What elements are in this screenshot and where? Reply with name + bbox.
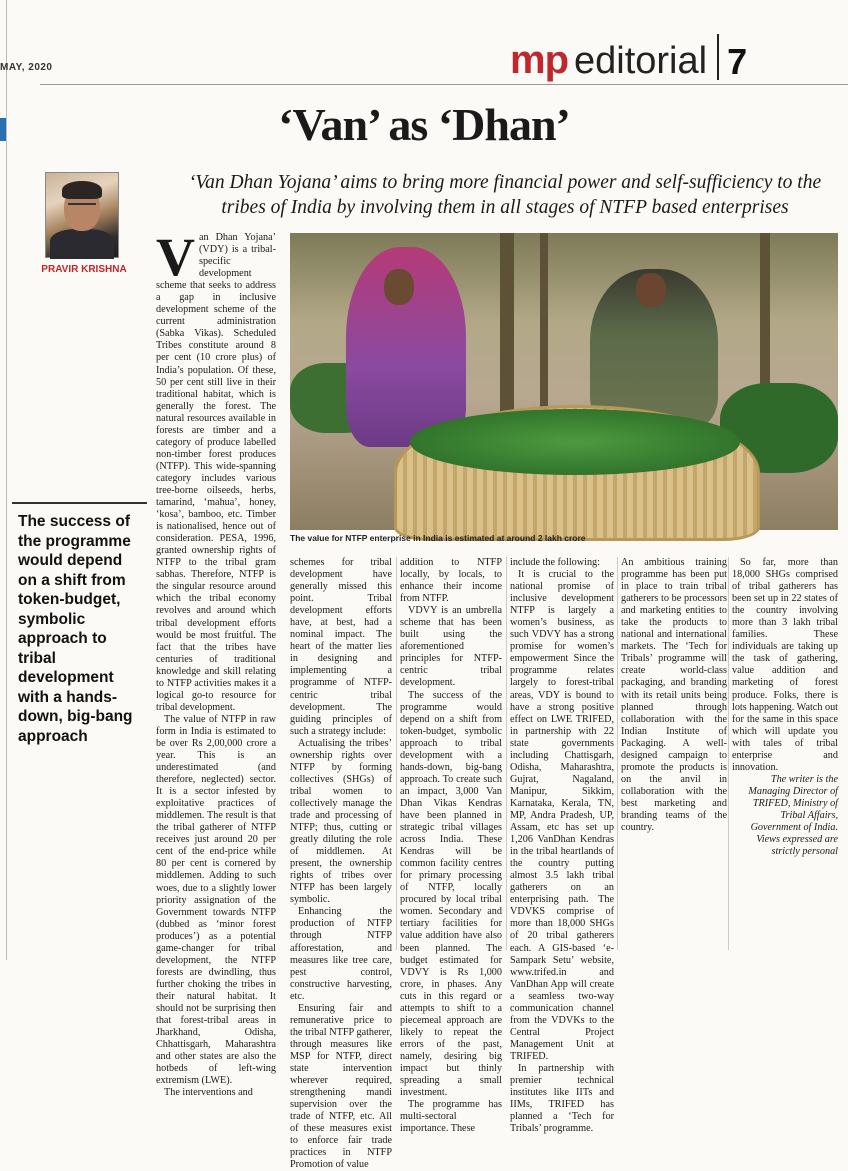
- author-photo: [45, 172, 119, 258]
- body-paragraph: Enhancing the production of NTFP through NTFP afforestation, and measures like tree care, pest control, constructive harvesting, etc.: [290, 906, 392, 1002]
- body-paragraph: Actualising the tribes’ ownership rights over NTFP by forming collectives (SHGs) of tribal women to collectively manage the trade and processing of NTFP; thus, cutting or greatly diluting the role of middlemen. At present, the ownership rights of tribes over NTFP has been largely symbolic.: [290, 737, 392, 906]
- pull-quote-rule: [12, 502, 147, 504]
- body-paragraph: Ensuring fair and remunerative price to the tribal NTFP gatherer, through measures like MSP for NTFP, direct state intervention wherever required, strengthening mandi supervision over the trade of NTFP, etc. All of these measures exist to enforce fair trade practices in NTFP Promotion of value: [290, 1002, 392, 1171]
- body-paragraph: addition to NTFP locally, by locals, to enhance their income from NTFP.: [400, 557, 502, 605]
- body-paragraph: It is crucial to the national promise of inclusive development NTFP is largely a women’s business, as such VDVY has a strong promise for women’s empowerment Since the programme relates largely to forest-tribal areas, VDY is bound to have a strong positive effect on LWE TRIFED, in partnership with 22 state governments including Chattisgarh, Odisha, Maharashtra, Gujrat, Nagaland, Manipur, Sikkim, Karnataka, Kerala, TN, MP, Andra Pradesh, UP, Assam, etc has set up 1,206 VanDhan Kendras in the tribal heartlands of the country putting almost 3.5 lakh tribal gatherers on an enterprising path. The VDVKS comprise of more than 18,000 SHGs of 20 tribal gatherers each. A GIS-based ‘e-Sampark Setu’ website, www.trifed.in and VanDhan App will create a seamless two-way communication channel from the VDVKs to the Central Project Management Unit at TRIFED.: [510, 569, 614, 1062]
- masthead-logo-mp: mp: [510, 38, 568, 82]
- issue-date: MAY, 2020: [0, 62, 53, 73]
- body-paragraph: VDVY is an umbrella scheme that has been built using the aforementioned principles for NTFP-centric tribal development.: [400, 605, 502, 689]
- body-column-2: [290, 557, 392, 1171]
- body-paragraph: The success of the programme would depend on a shift from token-budget, symbolic approach to tribal development with a hands-down, big-bang approach. To create such an impact, 3,000 Van Dhan Vikas Kendras have been planned in strategic tribal villages across India. These Kendras will be common facility centres for primary processing of NTFP, locally procured by local tribal women. Secondary and tertiary facilities for value addition have also been planned. The budget estimated for VDVY is Rs 1,000 crore, in phases. Any cuts in this regard or attempts to shift to a piecemeal approach are likely to repeat the errors of the past, namely, desiring big impact but thinly spreading a small investment.: [400, 689, 502, 1099]
- column-rule: [617, 557, 618, 950]
- masthead: [510, 24, 747, 80]
- standfirst: ‘Van Dhan Yojana’ aims to bring more financial power and self-sufficiency to the tribes of India by involving them in all stages of NTFP based enterprises: [188, 172, 822, 218]
- body-paragraph: include the following:: [510, 557, 600, 568]
- body-paragraph: schemes for tribal development have generally missed this point. Tribal development efforts have, at best, had a nominal impact. The heart of the matter lies in designing and implementing a programme of NTFP-centric tribal development. The guiding principles of such a strategy include:: [290, 557, 392, 737]
- body-column-6: [732, 557, 838, 952]
- body-paragraph: The interventions and: [164, 1087, 253, 1099]
- body-paragraph: The value of NTFP in raw form in India is estimated to be over Rs 2,00,000 crore a year. This is an underestimated (and therefore, neglected) sector. It is a sector infested by exploitative practices of middlemen. The result is that the tribal gatherer of NTFP receives just around 20 per cent of the end-price while 80 per cent is cornered by middlemen. Adding to such woes, due to a slightly lower priority assignation of the Government towards NTFP (dubbed as ‘minor forest produces’) as a potential game-changer for tribal development, the NTFP forests are dwindling, thus further choking the tribes in their natural habitat. It should not be surprising then that forest-tribal areas in Jharkhand, Odisha, Chhattisgarh, Maharashtra and other states are also the hotbeds of left-wing extremism (LWE).: [156, 713, 276, 1087]
- drop-cap: V: [156, 227, 195, 287]
- page-number: 7: [727, 41, 748, 82]
- body-column-5: [621, 557, 727, 952]
- body-paragraph: an Dhan Yojana’ (VDY) is a tribal-specific development scheme that seeks to address a gap in inclusive development scheme of the current administration (Sabka Vikas). Scheduled Tribes constitute around 8 per cent (10 crore plus) of India’s population. Of these, 50 per cent still live in their traditional habitat, which is generally the forest. The natural resources available in forests are timber and a category of produce labelled non-timber forest produces (NTFP). This wide-spanning category includes various tree-borne oilseeds, herbs, tamarind, ‘mahua’, honey, ‘kosa’, bamboo, etc. Timber is nationalised, hence out of consideration. PESA, 1996, granted ownership rights of NTFP to the tribal gram sabhas. Therefore, NTFP is the singular resource around which the tribal economy revolves and around which tribal development efforts would be most fruitful. The fact that the tribes have centuries of traditional knowledge and skill relating to NTFP activities makes it a logical go-to resource for tribal development.: [156, 232, 276, 713]
- pull-quote: The success of the programme would depend on a shift from token-budget, symbolic approach to tribal development with a hands-down, big-bang approach: [18, 513, 133, 745]
- masthead-divider: [717, 34, 719, 80]
- photo-caption: The value for NTFP enterprise in India is estimated at around 2 lakh crore: [290, 533, 586, 543]
- header-rule: [40, 84, 848, 85]
- body-column-1: [156, 227, 276, 1099]
- column-rule: [506, 557, 507, 950]
- body-paragraph: The programme has multi-sectoral importance. These: [400, 1099, 502, 1135]
- column-rule: [396, 557, 397, 950]
- author-name: PRAVIR KRISHNA: [41, 264, 127, 275]
- masthead-section: editorial: [574, 40, 708, 82]
- headline: ‘Van’ as ‘Dhan’: [278, 99, 570, 150]
- body-column-3: [400, 557, 502, 1135]
- article-photo: [290, 233, 838, 530]
- body-column-4: [510, 557, 614, 1135]
- body-paragraph: In partnership with premier technical institutes like IITs and IIMs, TRIFED has planned a ‘Tech for Tribals’ programme.: [510, 1062, 614, 1135]
- column-rule: [728, 557, 729, 950]
- body-paragraph: So far, more than 18,000 SHGs comprised of tribal gatherers has been set up in 22 states of the country involving more than 3 lakh tribal families. These individuals are taking up the task of gathering, value addition and marketing of forest produce. Folks, there is lots happening. Watch out for the same in this space which will update you with tales of tribal enterprise and innovation.: [732, 557, 838, 773]
- author-note: The writer is the Managing Director of TRIFED, Ministry of Tribal Affairs, Government of India. Views expressed are strictly personal: [748, 773, 838, 858]
- body-paragraph: An ambitious training programme has been put in place to train tribal gatherers to be processors and marketing entities to take the products to national and international markets. The ‘Tech for Tribals’ programme will create world-class packaging, and branding with its retail units being planned through collaboration with the Indian Institute of Packaging. A well-designed campaign to promote the products is on the anvil in collaboration with the best marketing and branding teams of the country.: [621, 557, 727, 834]
